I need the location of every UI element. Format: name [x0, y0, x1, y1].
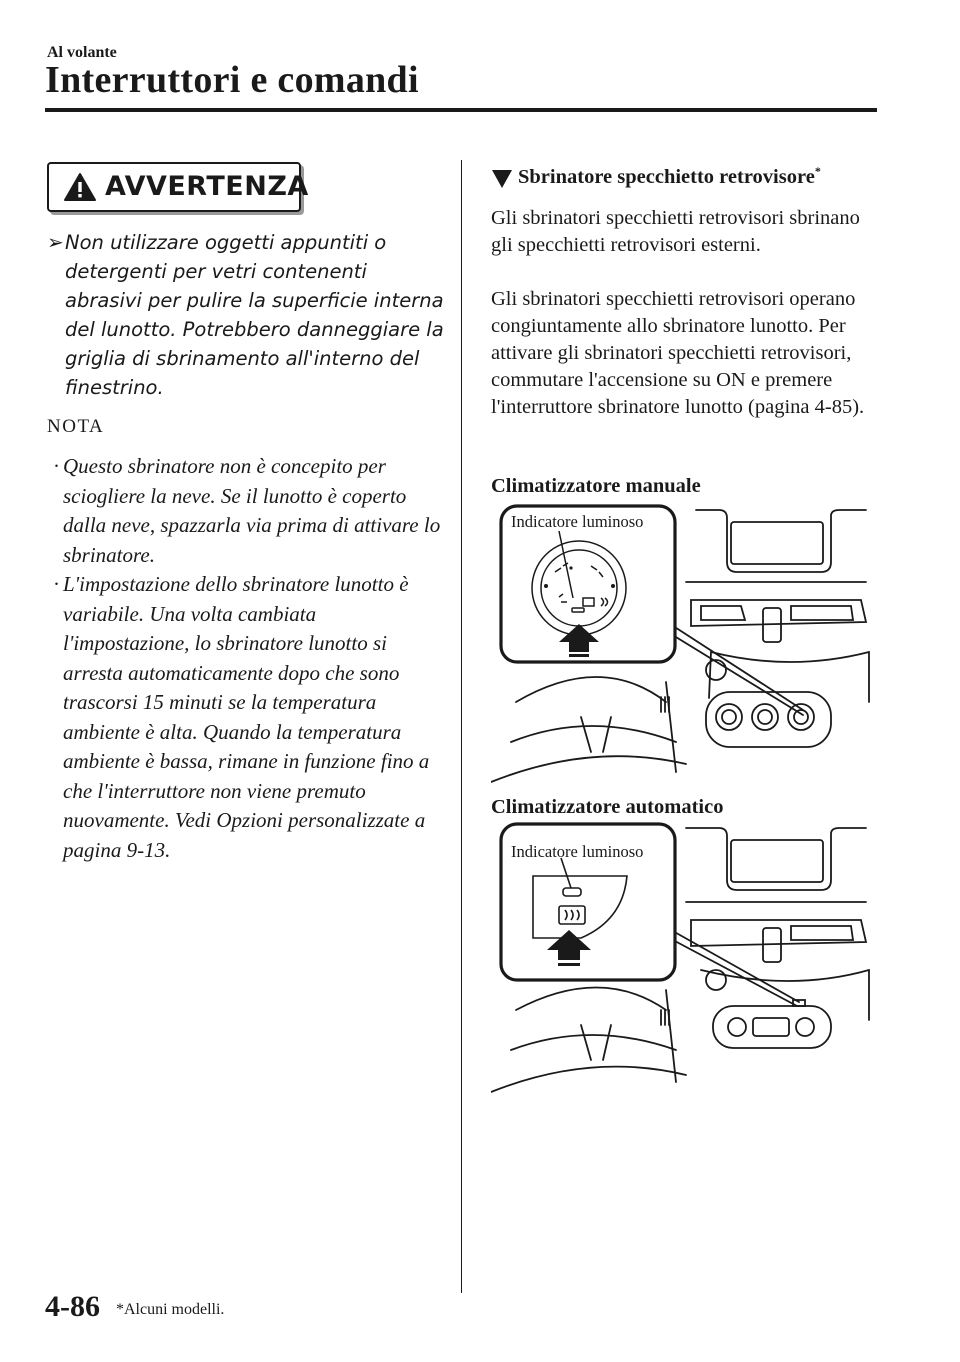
nota-item-text: L'impostazione dello sbrinatore lunotto è variabile. Una volta cambiata l'impostazione, lo sbrinatore lunotto si arresta automaticamente dopo che sono trascorsi 15 minuti se la temperatura ambiente è alta. Quando la temperatura ambiente è bassa, rimane in funzione fino a che l'interruttore non viene premuto nuovamente. Vedi Opzioni personalizzate a pagina 9-13.: [63, 572, 430, 862]
paragraph: Gli sbrinatori specchietti retrovisori operano congiuntamente allo sbrinatore lunotto. Per attivare gli sbrinatori specchietti retrovisori, commutare l'accensione su ON e premere l'interruttore sbrinatore lunotto (pagina 4-85).: [491, 288, 865, 418]
warning-text: Non utilizzare oggetti appuntiti o detergenti per vetri contenenti abrasivi per pulire la superficie interna del lunotto. Potrebbero danneggiare la griglia di sbrinamento all'interno del finestrino.: [65, 231, 444, 399]
page-number: 4-86: [45, 1290, 100, 1323]
auto-climate-heading: Climatizzatore automatico: [491, 796, 724, 818]
column-divider: [461, 160, 462, 1293]
bullet-dot-icon: ·: [53, 454, 60, 478]
manual-climate-heading: Climatizzatore manuale: [491, 475, 701, 497]
warning-triangle-icon: [63, 172, 97, 202]
footnote: *Alcuni modelli.: [116, 1301, 225, 1318]
heading-text: Sbrinatore specchietto retrovisore: [518, 165, 815, 188]
nota-item-text: Questo sbrinatore non è concepito per sciogliere la neve. Se il lunotto è coperto dalla neve, spazzarla via prima di attivare lo sbrinatore.: [63, 454, 441, 567]
warning-box: [47, 162, 309, 212]
manual-indicator-callout: Indicatore luminoso: [511, 512, 644, 531]
mirror-defroster-heading: [518, 164, 821, 189]
auto-indicator-callout: Indicatore luminoso: [511, 842, 644, 861]
heading-asterisk: *: [814, 164, 821, 178]
page-title: Interruttori e comandi: [45, 59, 419, 101]
title-rule: [45, 108, 877, 112]
triangle-down-icon: [491, 169, 513, 189]
nota-label: NOTA: [47, 416, 105, 437]
section-label: Al volante: [47, 44, 117, 61]
auto-climate-illustration: [491, 820, 876, 1095]
manual-climate-illustration: [491, 502, 876, 787]
arrow-right-icon: ➢: [47, 230, 64, 254]
paragraph: Gli sbrinatori specchietti retrovisori sbrinano gli specchietti retrovisori esterni.: [491, 207, 860, 256]
warning-title: AVVERTENZA: [105, 171, 309, 202]
bullet-dot-icon: ·: [53, 572, 60, 596]
